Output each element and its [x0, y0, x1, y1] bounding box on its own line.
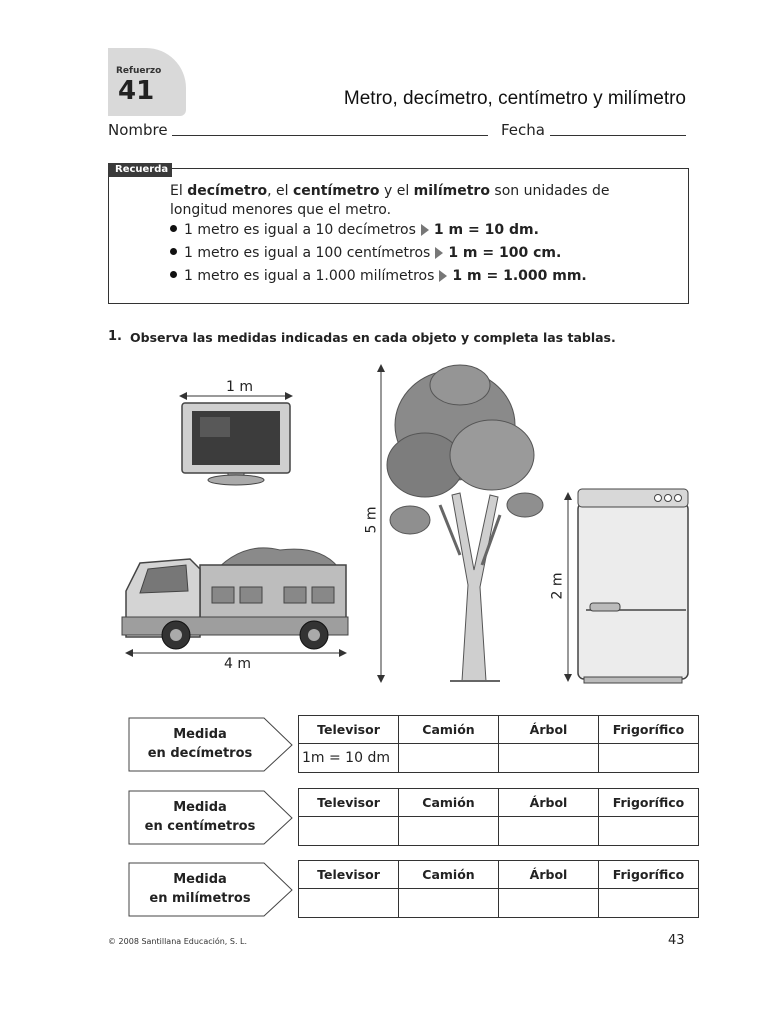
- bullet-text: 1 metro es igual a 100 centímetros: [184, 245, 431, 261]
- tree-measure: 5 m: [363, 506, 380, 534]
- truck-measure: 4 m: [224, 656, 251, 672]
- table-label-mm: [130, 870, 270, 908]
- answer-cell[interactable]: [399, 744, 499, 773]
- date-field[interactable]: [550, 135, 686, 136]
- tab-label: Refuerzo: [116, 66, 162, 76]
- answer-cell[interactable]: [499, 744, 599, 773]
- answer-cell[interactable]: [399, 889, 499, 918]
- name-field[interactable]: [172, 135, 488, 136]
- answer-cell[interactable]: [599, 889, 699, 918]
- intro-bold-term: decímetro: [187, 183, 268, 199]
- answer-cell[interactable]: [299, 817, 399, 846]
- bullet-dot: [170, 248, 177, 255]
- intro-text-run: son unidades de longitud menores que el metro.: [170, 183, 610, 218]
- label-line: Medida: [173, 872, 227, 887]
- bullet-result: 1 m = 10 dm.: [433, 222, 539, 238]
- answer-cell[interactable]: [599, 817, 699, 846]
- page-title: Metro, decímetro, centímetro y milímetro: [343, 88, 686, 109]
- intro-bold-term: centímetro: [292, 183, 380, 199]
- table-label-dm: [130, 725, 270, 763]
- illustrations: [0, 355, 768, 695]
- bullet-dot: [170, 225, 177, 232]
- table-centimeters: [298, 788, 699, 846]
- bullet-row: [170, 268, 587, 284]
- header-truck: Camión: [399, 716, 499, 744]
- arrow-icon: [421, 224, 429, 236]
- table-label-cm: [130, 798, 270, 836]
- answer-cell[interactable]: [399, 817, 499, 846]
- exercise-number: 1.: [108, 329, 122, 344]
- bullet-dot: [170, 271, 177, 278]
- tv-illustration: [180, 396, 292, 485]
- answer-cell[interactable]: [499, 889, 599, 918]
- table-millimeters: [298, 860, 699, 918]
- intro-text-run: , el: [267, 183, 293, 199]
- header-tv: Televisor: [299, 789, 399, 817]
- answer-cell[interactable]: [599, 744, 699, 773]
- fridge-measure: 2 m: [549, 572, 566, 600]
- intro-text-run: y el: [379, 183, 414, 199]
- answer-cell[interactable]: [299, 889, 399, 918]
- header-fridge: Frigorífico: [599, 861, 699, 889]
- bullet-row: [170, 222, 539, 238]
- label-line: Medida: [173, 800, 227, 815]
- bullet-result: 1 m = 100 cm.: [448, 245, 562, 261]
- table-decimeters: [298, 715, 699, 773]
- bullet-result: 1 m = 1.000 mm.: [452, 268, 587, 284]
- header-tree: Árbol: [499, 861, 599, 889]
- date-label: Fecha: [501, 121, 545, 139]
- name-label: Nombre: [108, 121, 168, 139]
- header-fridge: Frigorífico: [599, 789, 699, 817]
- intro-text-run: El: [170, 183, 188, 199]
- answer-cell[interactable]: 1m = 10 dm: [299, 744, 399, 773]
- exercise-instruction: Observa las medidas indicadas en cada objeto y completa las tablas.: [130, 330, 616, 345]
- tv-measure: 1 m: [226, 379, 253, 395]
- tree-illustration: [381, 365, 543, 682]
- page-number: 43: [668, 933, 685, 948]
- truck-illustration: [122, 548, 348, 653]
- header-fridge: Frigorífico: [599, 716, 699, 744]
- label-line: Medida: [173, 727, 227, 742]
- header-tv: Televisor: [299, 716, 399, 744]
- copyright: © 2008 Santillana Educación, S. L.: [108, 937, 248, 946]
- header-tree: Árbol: [499, 789, 599, 817]
- header-truck: Camión: [399, 861, 499, 889]
- intro-bold-term: milímetro: [413, 183, 490, 199]
- label-line: en centímetros: [144, 819, 256, 834]
- recuerda-intro: [170, 182, 670, 220]
- header-tv: Televisor: [299, 861, 399, 889]
- tab-number: 41: [118, 76, 155, 106]
- header-tree: Árbol: [499, 716, 599, 744]
- label-line: en decímetros: [147, 746, 253, 761]
- header-truck: Camión: [399, 789, 499, 817]
- answer-cell[interactable]: [499, 817, 599, 846]
- bullet-row: [170, 245, 561, 261]
- arrow-icon: [435, 247, 443, 259]
- label-line: en milímetros: [149, 891, 251, 906]
- bullet-text: 1 metro es igual a 10 decímetros: [184, 222, 416, 238]
- bullet-text: 1 metro es igual a 1.000 milímetros: [184, 268, 435, 284]
- arrow-icon: [439, 270, 447, 282]
- recuerda-badge: Recuerda: [108, 163, 172, 177]
- fridge-illustration: [568, 489, 688, 683]
